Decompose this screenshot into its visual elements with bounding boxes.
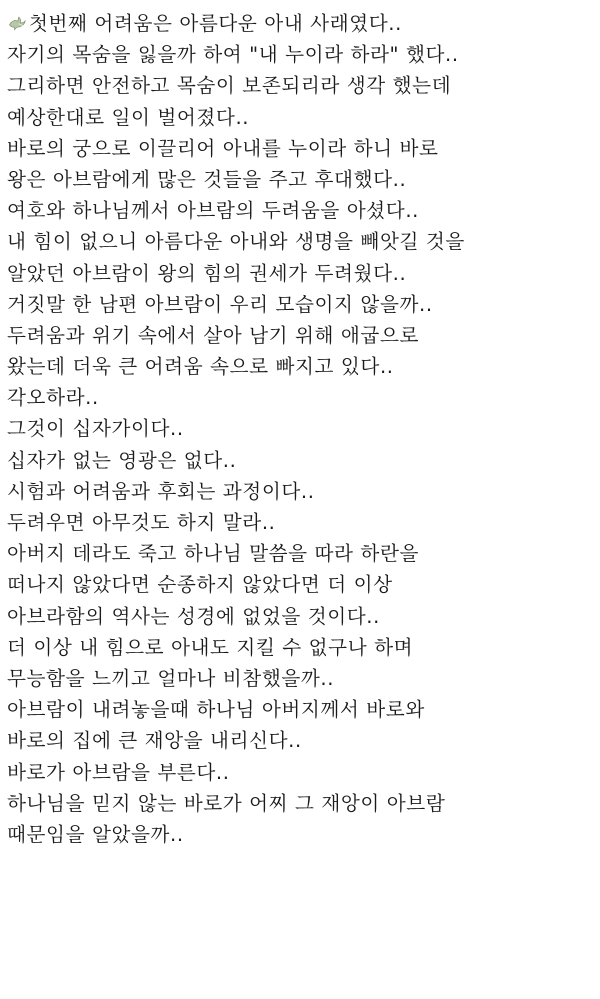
note-line-16: 시험과 어려움과 후회는 과정이다..	[7, 479, 315, 503]
note-line-27: 때문임을 알았을까..	[7, 822, 184, 846]
note-line-25: 바로가 아브람을 부른다..	[7, 760, 230, 784]
note-line-12: 왔는데 더욱 큰 어려움 속으로 빠지고 있다..	[7, 355, 394, 379]
note-line-8: 내 힘이 없으니 아름다운 아내와 생명을 빼앗길 것을	[7, 230, 465, 254]
note-line-14: 그것이 십자가이다..	[7, 417, 184, 441]
note-line-4: 예상한대로 일이 벌어졌다..	[7, 105, 250, 129]
note-line-11: 두려움과 위기 속에서 살아 남기 위해 애굽으로	[7, 323, 419, 347]
note-line-13: 각오하라..	[7, 386, 99, 410]
note-line-6: 왕은 아브람에게 많은 것들을 주고 후대했다..	[7, 167, 407, 191]
note-line-1	[7, 8, 600, 39]
note-line-19: 떠나지 않았다면 순종하지 않았다면 더 이상	[7, 573, 393, 597]
note-line-24: 바로의 집에 큰 재앙을 내리신다..	[7, 729, 302, 753]
note-line-20: 아브라함의 역사는 성경에 없었을 것이다..	[7, 604, 380, 628]
note-line-22: 무능함을 느끼고 얼마나 비참했을까..	[7, 666, 335, 690]
note-line-17: 두려우면 아무것도 하지 말라..	[7, 511, 276, 534]
note-line-23: 아브람이 내려놓을때 하나님 아버지께서 바로와	[7, 698, 425, 722]
dove-icon	[7, 13, 27, 33]
note-line-21: 더 이상 내 힘으로 아내도 지킬 수 없구나 하며	[7, 635, 414, 659]
note-line-text: 첫번째 어려움은 아름다운 아내 사래였다..	[29, 12, 402, 35]
note-line-10: 거짓말 한 남편 아브람이 우리 모습이지 않을까..	[7, 292, 433, 316]
note-line-9: 알았던 아브람이 왕의 힘의 권세가 두려웠다..	[7, 261, 407, 285]
note-line-7: 여호와 하나님께서 아브람의 두려움을 아셨다..	[7, 199, 419, 223]
note-line-3: 그리하면 안전하고 목숨이 보존되리라 생각 했는데	[7, 74, 452, 98]
note-line-2: 자기의 목숨을 잃을까 하여 "내 누이라 하라" 했다..	[7, 43, 459, 67]
note-line-5: 바로의 궁으로 이끌리어 아내를 누이라 하니 바로	[7, 136, 439, 160]
note-line-26: 하나님을 믿지 않는 바로가 어찌 그 재앙이 아브람	[7, 791, 446, 815]
note-line-18: 아버지 데라도 죽고 하나님 말씀을 따라 하란을	[7, 542, 419, 566]
note-line-15: 십자가 없는 영광은 없다..	[7, 448, 237, 472]
